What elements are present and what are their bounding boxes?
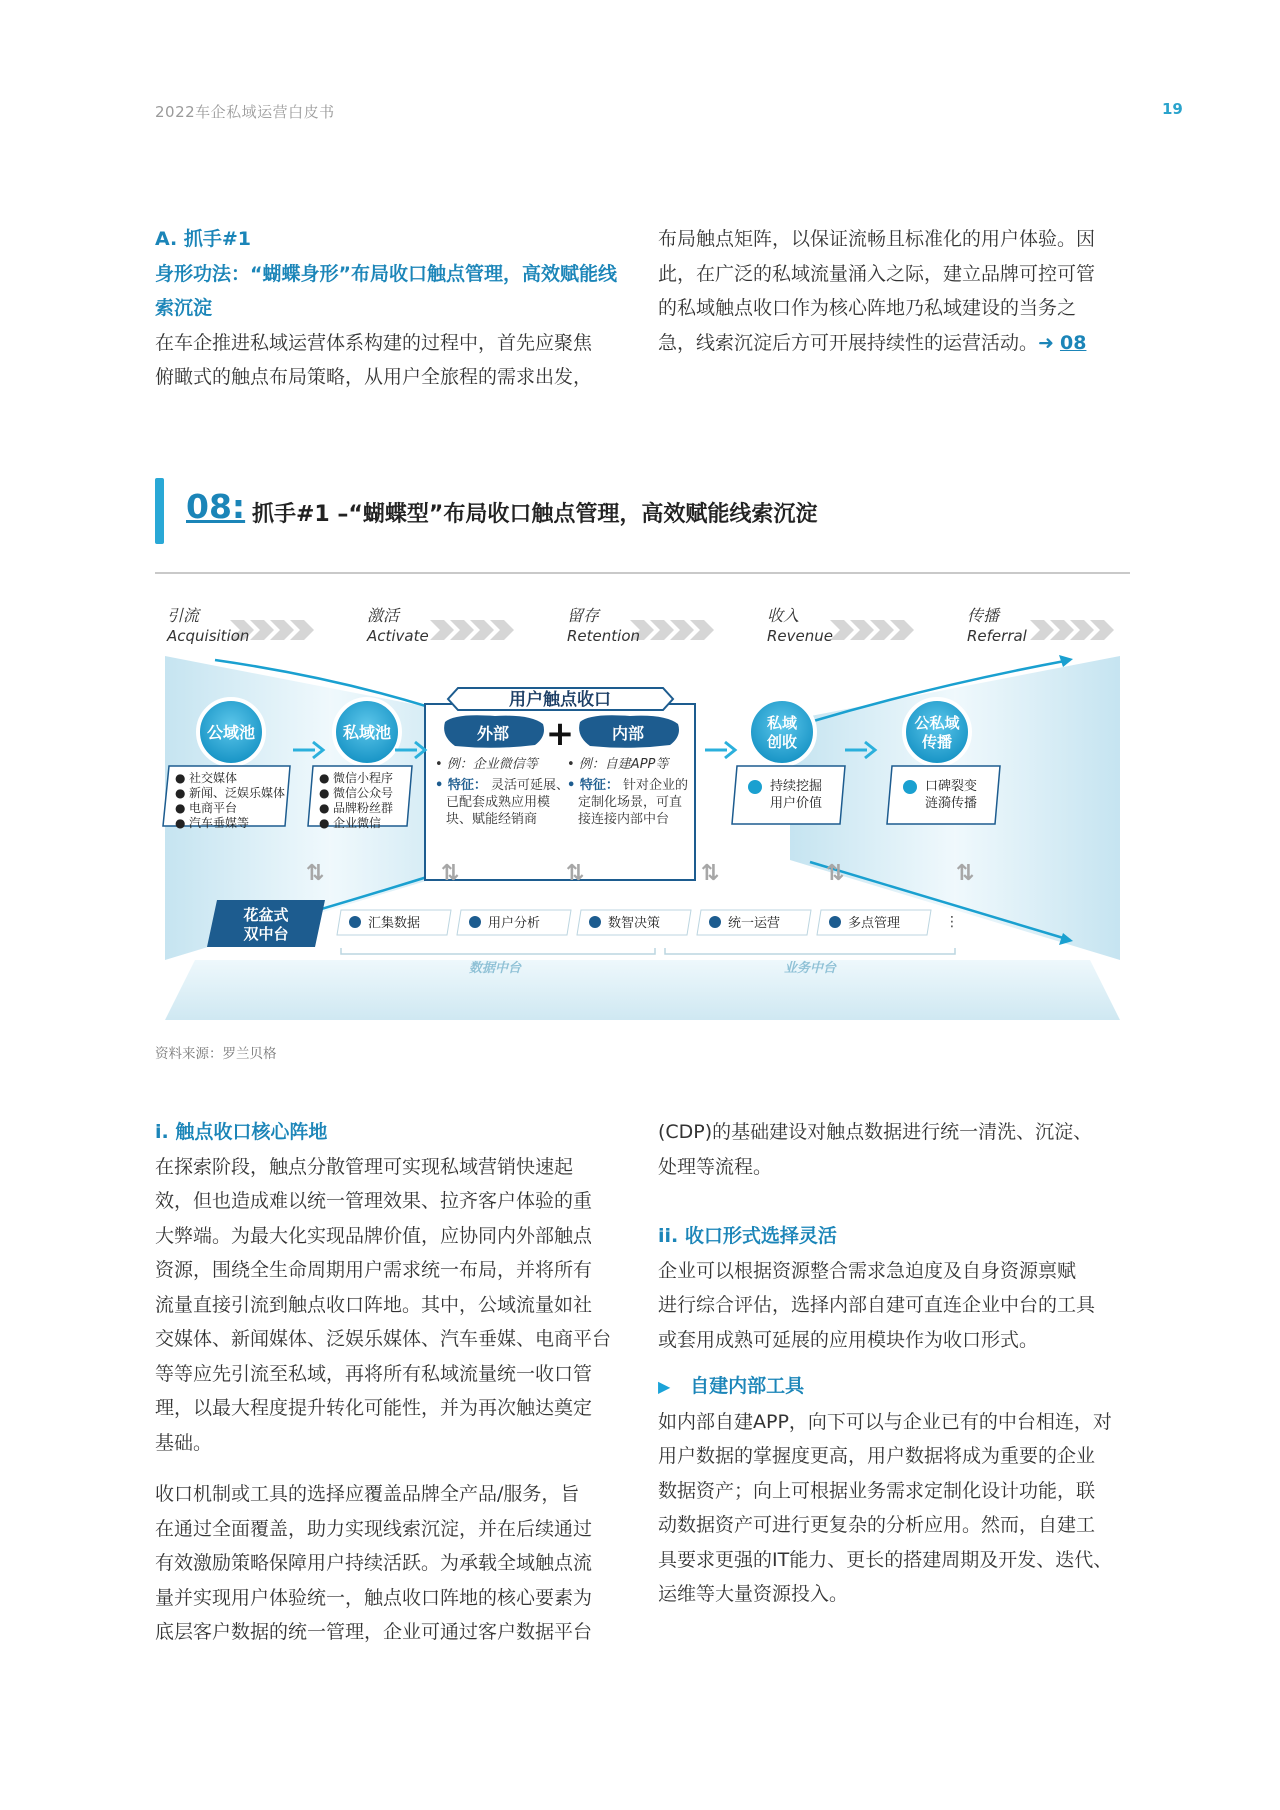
figure-link[interactable]: 08 [1059,331,1087,354]
people-icon [903,780,917,794]
check-icon [829,916,841,928]
platform-item: 用户分析 [488,916,541,931]
public-pool-item: 汽车垂媒等 [189,816,250,830]
public-spread-box [887,766,1000,824]
para-line: 运维等大量资源投入。 [658,1583,849,1605]
para-line: 等等应先引流至私域，再将所有私域流量统一收口管 [155,1362,593,1385]
exchange-icon: ⇅ [565,861,585,886]
public-spread-desc-line: 口碑裂变 [925,779,978,794]
outer-label: 外部 [476,724,510,743]
para-line: 进行综合评估，选择内部自建可直连企业中台的工具 [658,1294,1096,1316]
inner-label: 内部 [611,724,645,743]
section-i-para1 [155,1150,630,1461]
public-spread-label: 公私域 [914,714,960,732]
section-i-para2 [155,1477,630,1650]
exchange-icon: ⇅ [440,861,460,886]
stage-en: Revenue [767,627,833,645]
bullet-icon: ● [175,816,186,830]
middle-platform-label: 双中台 [243,925,289,943]
public-pool-item: 新闻、泛娱乐媒体 [189,786,286,800]
arrow-right-icon: ➜ [1038,331,1054,354]
header-title: 2022车企私域运营白皮书 [155,103,335,121]
stage-zh: 传播 [967,606,1000,625]
section-ii-column [658,1115,1133,1612]
public-spread-desc-line: 涟漪传播 [925,796,978,811]
bullet-icon: ● [319,786,330,800]
platform-item: 统一运营 [728,916,781,931]
bullet-icon: ● [319,801,330,815]
public-pool-label: 公域池 [206,723,256,742]
stage-en: Acquisition [167,627,250,645]
para-line: 量并实现用户体验统一，触点收口阵地的核心要素为 [155,1586,593,1609]
stage-zh: 留存 [567,606,600,625]
outer-example: • 例：企业微信等 [435,757,538,772]
exchange-icon: ⇅ [825,861,845,886]
middle-platform-label: 花盆式 [243,906,289,924]
para-line: 用户数据的掌握度更高，用户数据将成为重要的企业 [658,1445,1096,1467]
inner-feature-line: 针对企业的 [623,778,689,793]
private-value-circle [749,699,815,765]
intro-right-column [658,222,1133,360]
public-pool-item: 社交媒体 [189,771,238,785]
para-line: 大弊端。为最大化实现品牌价值，应协同内外部触点 [155,1224,593,1247]
para-line: 理，以最大程度提升转化可能性，并为再次触达奠定 [155,1397,593,1419]
exchange-icon: ⇅ [700,861,720,886]
biz-platform-bracket [665,948,955,954]
platform-item: 数智决策 [608,916,661,931]
sub-heading [658,1369,1133,1405]
exchange-icon: ⇅ [955,861,975,886]
para-line: (CDP)的基础建设对触点数据进行统一清洗、沉淀、 [658,1121,1093,1143]
para-line: 具要求更强的IT能力、更长的搭建周期及开发、迭代、 [658,1548,1113,1571]
intro-label: A. 抓手#1 [155,228,252,250]
private-value-desc-line: 用户价值 [770,796,823,811]
figure-source: 资料来源：罗兰贝格 [155,1046,277,1062]
outer-feature-line: 已配套成熟应用模 [446,795,551,810]
center-title: 用户触点收口 [509,690,611,710]
plus-icon: + [545,714,575,754]
para-line: 基础。 [155,1431,213,1454]
check-icon [709,916,721,928]
para-line: 流量直接引流到触点收口阵地。其中，公域流量如社 [155,1293,593,1316]
section-ii-para2 [658,1405,1133,1612]
check-icon [589,916,601,928]
bullet-icon: ● [319,816,330,830]
platform-items [337,910,959,935]
figure-accent-bar [155,478,164,544]
para-line: 收口机制或工具的选择应覆盖品牌全产品/服务，旨 [155,1483,580,1505]
intro-right-line: 此，在广泛的私域流量涌入之际，建立品牌可控可管 [658,262,1096,285]
inner-feature-line: 定制化场景，可直 [578,795,683,810]
para-line: 资源，围绕全生命周期用户需求统一布局，并将所有 [155,1259,593,1281]
stage-zh: 引流 [167,606,200,625]
stage-en: Referral [967,627,1027,645]
people-icon [748,780,762,794]
para-line: 有效激励策略保障用户持续活跃。为承载全域触点流 [155,1552,593,1574]
para-line: 底层客户数据的统一管理，企业可通过客户数据平台 [155,1621,593,1643]
outer-feature-label: • 特征： [435,778,487,793]
intro-left-line: 俯瞰式的触点布局策略，从用户全旅程的需求出发， [155,366,593,388]
platform-item: 多点管理 [848,916,901,931]
butterfly-diagram [155,600,1130,1030]
triangle-right-icon: ▶ [658,1377,671,1396]
para-line: 效，但也造成难以统一管理效果、拉齐客户体验的重 [155,1190,593,1212]
section-ii-title: ii. 收口形式选择灵活 [658,1225,837,1247]
page-number: 19 [1162,100,1183,118]
private-pool-item: 微信小程序 [333,771,394,785]
public-pool-item: 电商平台 [189,801,238,815]
bullet-icon: ● [175,771,186,785]
para-line: 在探索阶段，触点分散管理可实现私域营销快速起 [155,1155,574,1178]
platform-item: 汇集数据 [368,916,421,931]
exchange-icon: ⇅ [305,861,325,886]
outer-feature-line: 块、赋能经销商 [446,812,538,827]
data-platform-bracket [341,948,655,954]
intro-para-left [155,326,630,395]
figure-title: 抓手#1 –“蝴蝶型”布局收口触点管理，高效赋能线索沉淀 [252,502,818,527]
para-line: 交媒体、新闻媒体、泛娱乐媒体、汽车垂媒、电商平台 [155,1328,612,1350]
para-line: 处理等流程。 [658,1155,773,1178]
intro-heading: 身形功法：“蝴蝶身形”布局收口触点管理，高效赋能线索沉淀 [155,262,617,319]
stage-en: Activate [367,627,429,645]
check-icon [349,916,361,928]
check-icon [469,916,481,928]
private-value-desc-line: 持续挖掘 [770,779,823,794]
inner-example: • 例：自建APP等 [567,757,669,772]
para-line: 动数据资产可进行更复杂的分析应用。然而，自建工 [658,1514,1096,1536]
bullet-icon: ● [319,771,330,785]
intro-right-line-text: 急，线索沉淀后方可开展持续性的运营活动。 [658,331,1039,354]
bullet-icon: ● [175,786,186,800]
public-spread-circle [904,699,970,765]
para-line: 数据资产；向上可根据业务需求定制化设计功能，联 [658,1479,1096,1502]
stage-en: Retention [567,627,641,645]
private-pool-label: 私域池 [342,723,392,742]
figure-number: 08: [186,487,246,526]
intro-right-line [658,326,1133,361]
outer-feature-line: 灵活可延展、 [491,778,570,793]
inner-feature-label: • 特征： [567,778,619,793]
intro-left-line: 在车企推进私域运营体系构建的过程中，首先应聚焦 [155,331,593,354]
para-line: 或套用成熟可延展的应用模块作为收口形式。 [658,1328,1039,1351]
sub-title: 自建内部工具 [690,1375,805,1397]
private-pool-item: 品牌粉丝群 [333,801,394,815]
more-icon: ⋮ [945,914,959,930]
para-line: 企业可以根据资源整合需求急迫度及自身资源禀赋 [658,1259,1077,1282]
section-i-continuation [658,1115,1133,1184]
biz-platform-label: 业务中台 [783,961,837,976]
private-value-box [732,766,845,824]
intro-left-column [155,222,630,395]
intro-right-line: 的私域触点收口作为核心阵地乃私域建设的当务之 [658,297,1077,319]
section-ii-para1 [658,1254,1133,1358]
section-i-title: i. 触点收口核心阵地 [155,1121,328,1143]
para-line: 在通过全面覆盖，助力实现线索沉淀，并在后续通过 [155,1517,593,1540]
intro-right-line: 布局触点矩阵，以保证流畅且标准化的用户体验。因 [658,228,1096,250]
stage-zh: 激活 [367,606,400,625]
private-value-label: 创收 [766,733,798,751]
inner-feature-line: 接连接内部中台 [578,812,670,827]
private-pool-item: 企业微信 [333,816,382,830]
floor-band [165,960,1120,1020]
stage-zh: 收入 [767,606,800,625]
data-platform-label: 数据中台 [468,961,522,976]
public-spread-label: 传播 [921,733,953,751]
section-i-column [155,1115,630,1650]
bullet-icon: ● [175,801,186,815]
private-value-label: 私域 [766,714,798,732]
figure-divider [155,572,1130,574]
private-pool-item: 微信公众号 [333,786,394,800]
para-line: 如内部自建APP，向下可以与企业已有的中台相连，对 [658,1410,1112,1433]
